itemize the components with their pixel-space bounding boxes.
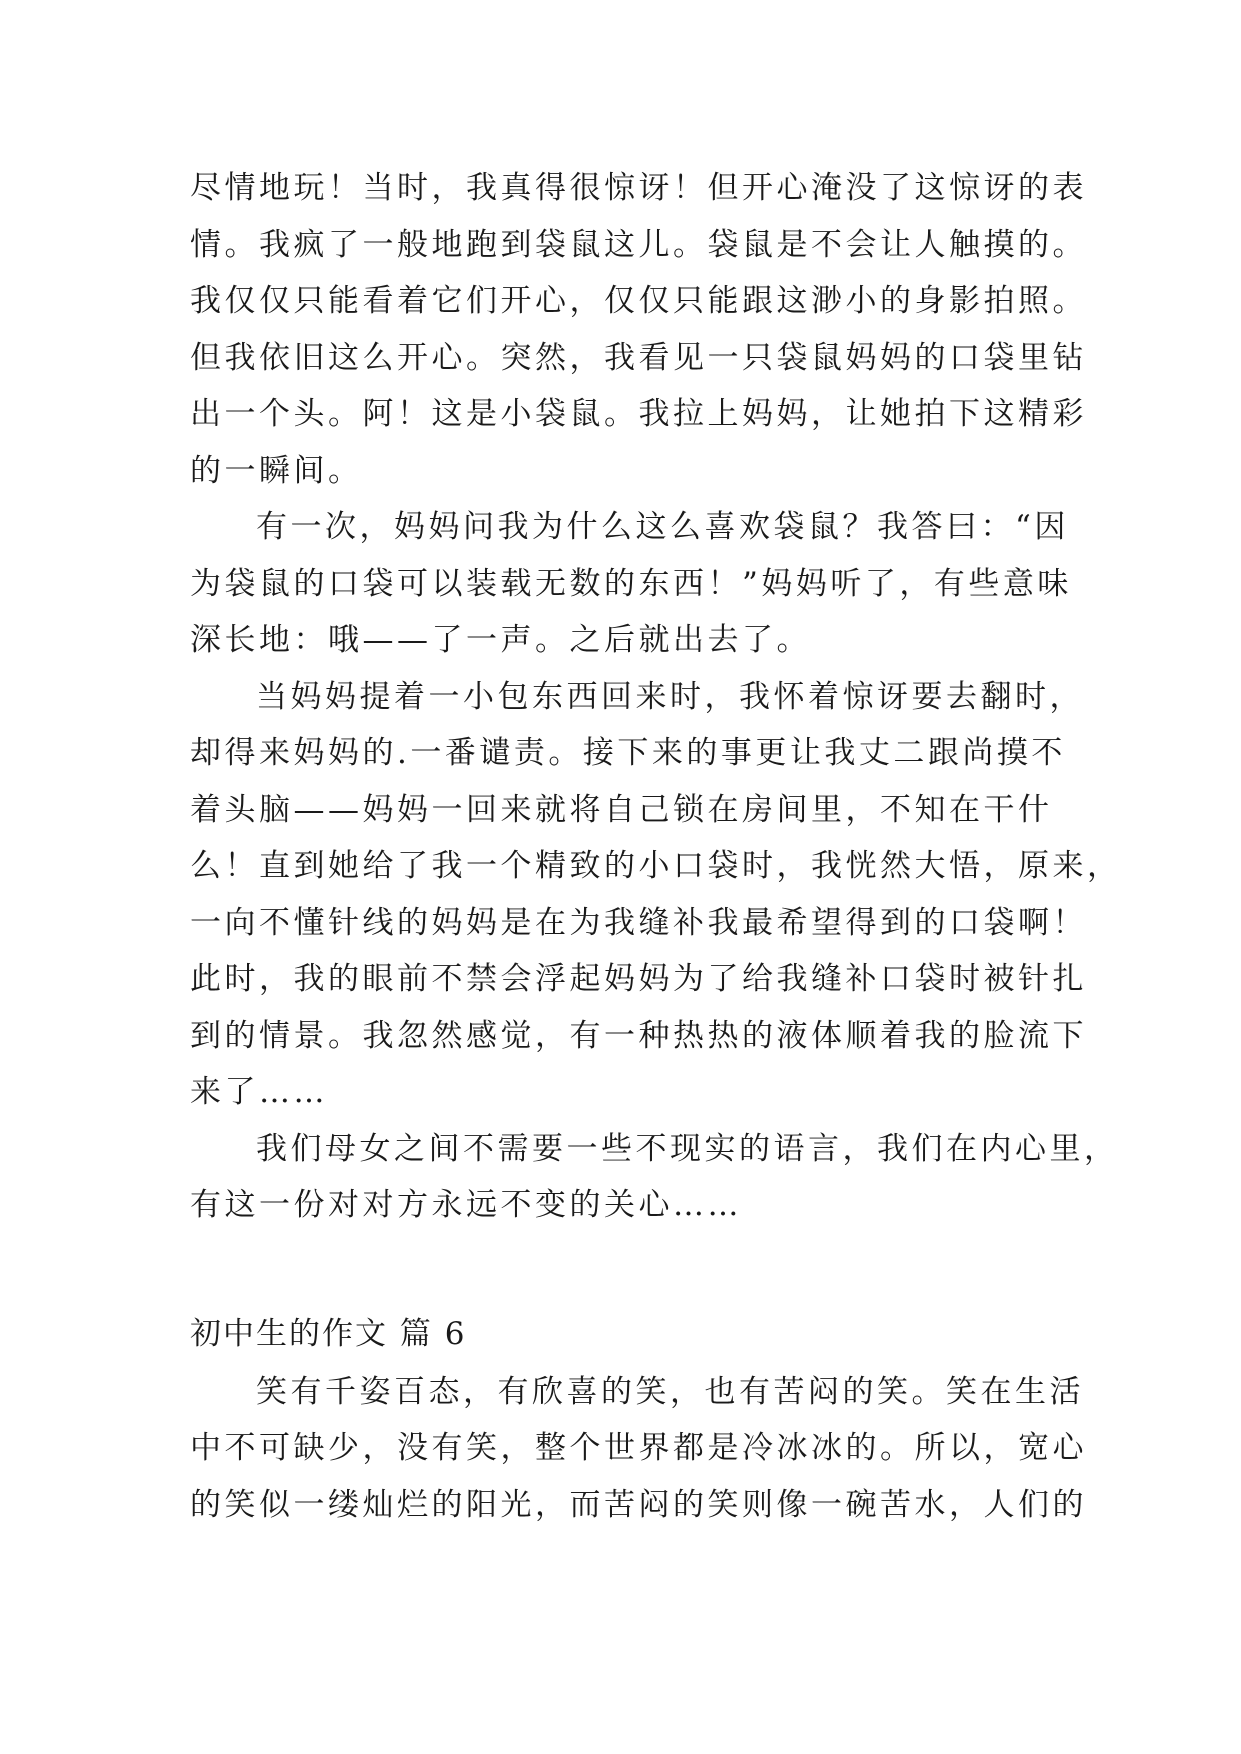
text-line: 的一瞬间。 — [190, 452, 363, 489]
paragraph-5 — [190, 1364, 1090, 1534]
text-line: 但我依旧这么开心。突然，我看见一只袋鼠妈妈的口袋里钻 — [190, 339, 1087, 376]
text-line: 出一个头。阿！这是小袋鼠。我拉上妈妈，让她拍下这精彩 — [190, 396, 1087, 432]
text-line: 来了…… — [190, 1074, 328, 1110]
document-body — [190, 160, 1122, 1533]
text-line: 有一次，妈妈问我为什么这么喜欢袋鼠？我答曰：“因 — [256, 509, 1069, 545]
text-line: 尽情地玩！当时，我真得很惊讶！但开心淹没了这惊讶的表 — [190, 170, 1087, 206]
text-line: 我仅仅只能看着它们开心，仅仅只能跟这渺小的身影拍照。 — [190, 283, 1087, 319]
text-line: 有这一份对对方永远不变的关心…… — [190, 1187, 742, 1223]
text-line: 么！直到她给了我一个精致的小口袋时，我恍然大悟，原来， — [190, 848, 1122, 884]
text-line: 笑有千姿百态，有欣喜的笑，也有苦闷的笑。笑在生活 — [256, 1373, 1084, 1410]
text-line: 深长地：哦——了一声。之后就出去了。 — [190, 622, 811, 658]
text-line: 到的情景。我忽然感觉，有一种热热的液体顺着我的脸流下 — [190, 1017, 1087, 1054]
paragraph-4 — [190, 1121, 1119, 1234]
text-line: 一向不懂针线的妈妈是在为我缝补我最希望得到的口袋啊！ — [190, 904, 1087, 941]
section-spacer — [190, 1234, 1090, 1304]
text-line: 我们母女之间不需要一些不现实的语言，我们在内心里， — [256, 1130, 1119, 1167]
paragraph-1 — [190, 160, 1090, 499]
text-line: 为袋鼠的口袋可以装载无数的东西！”妈妈听了，有些意味 — [190, 565, 1072, 602]
text-line: 当妈妈提着一小包东西回来时，我怀着惊讶要去翻时， — [256, 678, 1084, 715]
text-line: 情。我疯了一般地跑到袋鼠这儿。袋鼠是不会让人触摸的。 — [190, 226, 1087, 263]
text-line: 此时，我的眼前不禁会浮起妈妈为了给我缝补口袋时被针扎 — [190, 961, 1087, 997]
text-line: 却得来妈妈的.一番谴责。接下来的事更让我丈二跟尚摸不 — [190, 735, 1066, 771]
text-line: 着头脑——妈妈一回来就将自己锁在房间里，不知在干什 — [190, 791, 1053, 828]
paragraph-3 — [190, 669, 1122, 1121]
text-line: 中不可缺少，没有笑，整个世界都是冷冰冰的。所以，宽心 — [190, 1430, 1087, 1466]
text-line: 的笑似一缕灿烂的阳光，而苦闷的笑则像一碗苦水，人们的 — [190, 1486, 1087, 1523]
paragraph-2 — [190, 499, 1090, 669]
section-heading: 初中生的作文 篇 6 — [190, 1315, 467, 1352]
